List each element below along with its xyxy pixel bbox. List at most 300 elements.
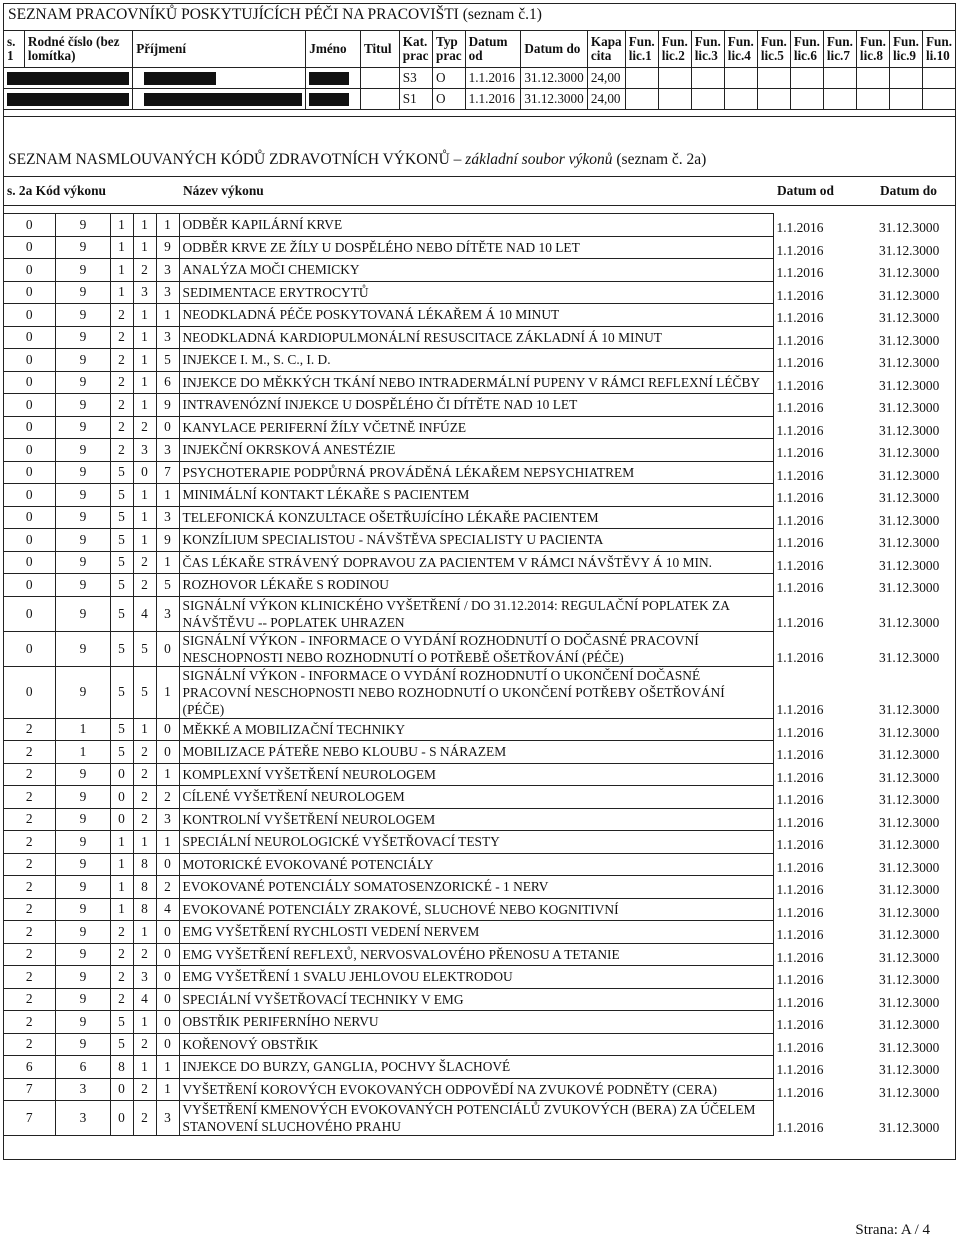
code-digit: 9: [56, 988, 110, 1011]
code-row: [3, 943, 956, 966]
code-digit: 1: [133, 214, 156, 237]
code-digit: 1: [56, 741, 110, 764]
code-digit: 9: [56, 439, 110, 462]
code-digit: 1: [133, 236, 156, 259]
code-digit: 5: [110, 461, 133, 484]
code-digit: 9: [56, 506, 110, 529]
code-digit: 2: [3, 763, 56, 786]
code-digit: 1: [110, 259, 133, 282]
code-row: [3, 596, 956, 631]
code-digit: 2: [133, 416, 156, 439]
code-row: [3, 551, 956, 574]
code-digit: 7: [156, 461, 179, 484]
code-digit: 5: [110, 1011, 133, 1034]
code-digit: 9: [56, 943, 110, 966]
header-datum-do: Datum do: [521, 31, 588, 68]
code-digit: 1: [133, 921, 156, 944]
code-name: NEODKLADNÁ KARDIOPULMONÁLNÍ RESUSCITACE ZÁKLADNÍ Á 10 MINUT: [179, 326, 773, 349]
code-digit: 9: [56, 371, 110, 394]
code-digit: 1: [156, 763, 179, 786]
code-digit: 0: [156, 631, 179, 666]
code-datum-od: 1.1.2016: [776, 265, 824, 280]
code-row: [3, 876, 956, 899]
code-row: [3, 259, 956, 282]
code-digit: 6: [3, 1056, 56, 1079]
datum-od-cell: 1.1.2016: [465, 89, 521, 110]
code-digit: 9: [56, 921, 110, 944]
code-datum-do: 31.12.3000: [879, 265, 940, 280]
code-digit: 9: [56, 281, 110, 304]
code-datum-od: 1.1.2016: [776, 837, 824, 852]
staff-table: [3, 30, 956, 110]
code-datum-do: 31.12.3000: [879, 972, 940, 987]
header-datum-do: Datum do: [876, 177, 956, 206]
code-digit: 2: [133, 551, 156, 574]
code-digit: 2: [156, 876, 179, 899]
code-digit: 1: [110, 236, 133, 259]
code-datum-do: 31.12.3000: [879, 1039, 940, 1055]
code-digit: 1: [110, 898, 133, 921]
header-fun-lic-1: Fun. lic.1: [625, 31, 658, 68]
code-datum-od: 1.1.2016: [776, 769, 824, 785]
header-fun-lic-7: Fun. lic.7: [823, 31, 856, 68]
code-digit: 2: [3, 943, 56, 966]
code-datum-od: 1.1.2016: [776, 557, 824, 573]
code-digit: 9: [56, 1011, 110, 1034]
code-row: [3, 1078, 956, 1101]
code-row: [3, 966, 956, 989]
code-row: [3, 1033, 956, 1056]
code-datum-do: 31.12.3000: [879, 220, 940, 235]
code-datum-od: 1.1.2016: [776, 422, 824, 438]
code-digit: 2: [110, 304, 133, 327]
code-datum-do: 31.12.3000: [879, 724, 940, 740]
header-datum-od: Datum od: [465, 31, 521, 68]
redacted-rodne-cislo: [4, 89, 133, 110]
code-digit: 1: [133, 718, 156, 741]
code-datum-do: 31.12.3000: [879, 355, 940, 370]
code-digit: 3: [133, 439, 156, 462]
code-datum-do: 31.12.3000: [879, 377, 940, 393]
code-digit: 4: [156, 898, 179, 921]
code-digit: 2: [3, 808, 56, 831]
code-digit: 2: [110, 349, 133, 372]
code-digit: 9: [56, 631, 110, 666]
code-digit: 0: [3, 574, 56, 597]
code-datum-do: 31.12.3000: [879, 467, 940, 483]
kapacita-cell: 24,00: [587, 68, 625, 89]
code-row: [3, 808, 956, 831]
code-digit: 3: [156, 259, 179, 282]
header-datum-od: Datum od: [773, 177, 876, 206]
code-datum-od: 1.1.2016: [776, 535, 824, 550]
code-digit: 7: [3, 1101, 56, 1136]
codes-body: [3, 214, 956, 1136]
code-digit: 4: [133, 988, 156, 1011]
code-row: [3, 371, 956, 394]
code-datum-od: 1.1.2016: [776, 310, 824, 325]
code-datum-do: 31.12.3000: [879, 994, 940, 1010]
code-digit: 1: [156, 214, 179, 237]
code-digit: 1: [133, 326, 156, 349]
code-datum-od: 1.1.2016: [776, 1039, 824, 1055]
code-digit: 1: [156, 304, 179, 327]
code-digit: 2: [133, 574, 156, 597]
code-datum-do: 31.12.3000: [879, 747, 940, 762]
header-fun-lic-9: Fun. lic.9: [889, 31, 922, 68]
code-name: SIGNÁLNÍ VÝKON KLINICKÉHO VYŠETŘENÍ / DO 31.12.2014: REGULAČNÍ POPLATEK ZA NÁVŠTĚVU -- POPLATEK UHRAZEN: [179, 596, 773, 631]
code-datum-do: 31.12.3000: [879, 1017, 940, 1032]
code-datum-od: 1.1.2016: [776, 650, 824, 665]
code-digit: 6: [156, 371, 179, 394]
code-datum-od: 1.1.2016: [776, 220, 824, 235]
header-nazev: Název výkonu: [179, 177, 773, 206]
code-digit: 1: [133, 1056, 156, 1079]
code-digit: 1: [156, 484, 179, 507]
codes-table: [3, 176, 956, 1136]
code-digit: 5: [133, 631, 156, 666]
code-digit: 2: [133, 943, 156, 966]
code-name: SPECIÁLNÍ NEUROLOGICKÉ VYŠETŘOVACÍ TESTY: [179, 831, 773, 854]
code-digit: 3: [56, 1101, 110, 1136]
code-datum-od: 1.1.2016: [776, 927, 824, 942]
codes-header-row: [3, 177, 956, 206]
code-digit: 6: [56, 1056, 110, 1079]
staff-section-title: SEZNAM PRACOVNÍKŮ POSKYTUJÍCÍCH PÉČI NA PRACOVIŠTI (seznam č.1): [8, 6, 542, 23]
header-kapacita: Kapa cita: [587, 31, 625, 68]
code-datum-od: 1.1.2016: [776, 1119, 824, 1135]
code-name: INJEKCE I. M., S. C., I. D.: [179, 349, 773, 372]
code-name: KONZÍLIUM SPECIALISTOU - NÁVŠTĚVA SPECIALISTY U PACIENTA: [179, 529, 773, 552]
code-digit: 2: [3, 853, 56, 876]
redacted-prijmeni: [133, 68, 306, 89]
code-name: PSYCHOTERAPIE PODPŮRNÁ PROVÁDĚNÁ LÉKAŘEM NEPSYCHIATREM: [179, 461, 773, 484]
code-digit: 3: [133, 281, 156, 304]
code-row: [3, 574, 956, 597]
code-digit: 8: [133, 876, 156, 899]
header-kat-prac: Kat. prac: [399, 31, 432, 68]
code-row: [3, 1011, 956, 1034]
code-digit: 0: [133, 461, 156, 484]
code-digit: 5: [110, 574, 133, 597]
code-digit: 2: [110, 416, 133, 439]
code-digit: 1: [133, 394, 156, 417]
code-digit: 2: [3, 921, 56, 944]
code-name: INJEKCE DO BURZY, GANGLIA, POCHVY ŠLACHOVÉ: [179, 1056, 773, 1079]
code-digit: 1: [110, 214, 133, 237]
code-digit: 1: [133, 304, 156, 327]
code-datum-do: 31.12.3000: [879, 287, 940, 303]
code-datum-od: 1.1.2016: [776, 747, 824, 762]
code-name: OBSTŘIK PERIFERNÍHO NERVU: [179, 1011, 773, 1034]
staff-row: [4, 89, 956, 110]
header-fun-lic-6: Fun. lic.6: [790, 31, 823, 68]
code-name: TELEFONICKÁ KONZULTACE OŠETŘUJÍCÍHO LÉKAŘE PACIENTEM: [179, 506, 773, 529]
codes-title-tail: (seznam č. 2a): [616, 151, 707, 168]
code-digit: 5: [110, 529, 133, 552]
code-digit: 1: [156, 1078, 179, 1101]
code-row: [3, 1101, 956, 1136]
datum-od-cell: 1.1.2016: [465, 68, 521, 89]
code-digit: 0: [156, 741, 179, 764]
code-digit: 9: [56, 574, 110, 597]
codes-section-title: SEZNAM NASMLOUVANÝCH KÓDŮ ZDRAVOTNÍCH VÝKONŮ – základní soubor výkonů (seznam č. 2a): [8, 151, 707, 168]
code-digit: 1: [133, 484, 156, 507]
code-digit: 9: [56, 416, 110, 439]
titul-cell: [360, 89, 399, 110]
code-row: [3, 394, 956, 417]
code-digit: 9: [56, 304, 110, 327]
code-digit: 5: [110, 506, 133, 529]
code-digit: 0: [3, 236, 56, 259]
code-digit: 5: [156, 574, 179, 597]
code-digit: 0: [3, 281, 56, 304]
code-row: [3, 304, 956, 327]
header-fun-lic-5: Fun. lic.5: [757, 31, 790, 68]
code-datum-od: 1.1.2016: [776, 615, 824, 630]
code-digit: 0: [110, 808, 133, 831]
code-digit: 2: [3, 1011, 56, 1034]
section-divider: [3, 116, 956, 117]
code-digit: 4: [133, 596, 156, 631]
code-digit: 9: [56, 259, 110, 282]
code-datum-od: 1.1.2016: [776, 355, 824, 370]
code-datum-do: 31.12.3000: [879, 580, 940, 595]
code-digit: 9: [56, 853, 110, 876]
code-digit: 3: [156, 281, 179, 304]
kat-prac-cell: S1: [399, 89, 432, 110]
code-digit: 2: [133, 1101, 156, 1136]
code-row: [3, 666, 956, 718]
code-row: [3, 898, 956, 921]
code-digit: 9: [56, 484, 110, 507]
code-datum-do: 31.12.3000: [879, 859, 940, 875]
code-digit: 2: [133, 1033, 156, 1056]
code-digit: 9: [56, 898, 110, 921]
code-digit: 0: [3, 506, 56, 529]
code-datum-od: 1.1.2016: [776, 859, 824, 875]
code-row: [3, 461, 956, 484]
code-digit: 2: [133, 741, 156, 764]
code-digit: 0: [110, 1078, 133, 1101]
code-digit: 5: [133, 666, 156, 718]
code-digit: 9: [56, 666, 110, 718]
code-digit: 8: [110, 1056, 133, 1079]
code-row: [3, 831, 956, 854]
code-digit: 3: [156, 439, 179, 462]
code-name: EVOKOVANÉ POTENCIÁLY SOMATOSENZORICKÉ - 1 NERV: [179, 876, 773, 899]
header-titul: Titul: [360, 31, 399, 68]
code-name: ODBĚR KAPILÁRNÍ KRVE: [179, 214, 773, 237]
code-digit: 5: [110, 551, 133, 574]
code-digit: 1: [56, 718, 110, 741]
code-row: [3, 281, 956, 304]
code-digit: 2: [133, 786, 156, 809]
code-digit: 3: [156, 596, 179, 631]
code-digit: 2: [110, 394, 133, 417]
code-name: KANYLACE PERIFERNÍ ŽÍLY VČETNĚ INFÚZE: [179, 416, 773, 439]
code-digit: 0: [3, 551, 56, 574]
code-name: KOMPLEXNÍ VYŠETŘENÍ NEUROLOGEM: [179, 763, 773, 786]
code-name: VYŠETŘENÍ KOROVÝCH EVOKOVANÝCH ODPOVĚDÍ NA ZVUKOVÉ PODNĚTY (CERA): [179, 1078, 773, 1101]
code-digit: 2: [133, 763, 156, 786]
code-name: SIGNÁLNÍ VÝKON - INFORMACE O VYDÁNÍ ROZHODNUTÍ O UKONČENÍ DOČASNÉ PRACOVNÍ NESCHOPNOSTI NEBO ROZHODNUTÍ O UKONČENÍ POTŘEBY OŠETŘOVÁNÍ (PÉČE): [179, 666, 773, 718]
code-digit: 0: [3, 631, 56, 666]
code-datum-od: 1.1.2016: [776, 814, 824, 830]
code-digit: 8: [133, 898, 156, 921]
code-digit: 0: [156, 988, 179, 1011]
code-digit: 2: [110, 988, 133, 1011]
code-digit: 2: [3, 718, 56, 741]
code-row: [3, 439, 956, 462]
code-digit: 5: [156, 349, 179, 372]
typ-prac-cell: O: [433, 89, 466, 110]
code-datum-do: 31.12.3000: [879, 949, 940, 965]
code-datum-od: 1.1.2016: [776, 1084, 824, 1100]
code-digit: 0: [156, 943, 179, 966]
code-digit: 2: [3, 741, 56, 764]
code-digit: 0: [3, 461, 56, 484]
code-digit: 1: [110, 281, 133, 304]
code-datum-od: 1.1.2016: [776, 490, 824, 505]
code-datum-od: 1.1.2016: [776, 792, 824, 807]
code-name: SPECIÁLNÍ VYŠETŘOVACÍ TECHNIKY V EMG: [179, 988, 773, 1011]
code-digit: 9: [56, 349, 110, 372]
code-name: NEODKLADNÁ PÉČE POSKYTOVANÁ LÉKAŘEM Á 10 MINUT: [179, 304, 773, 327]
code-datum-od: 1.1.2016: [776, 994, 824, 1010]
code-digit: 0: [156, 1033, 179, 1056]
code-digit: 1: [133, 349, 156, 372]
code-digit: 0: [3, 484, 56, 507]
code-digit: 9: [56, 214, 110, 237]
code-row: [3, 506, 956, 529]
code-name: INTRAVENÓZNÍ INJEKCE U DOSPĚLÉHO ČI DÍTĚTE NAD 10 LET: [179, 394, 773, 417]
code-row: [3, 416, 956, 439]
code-digit: 1: [133, 506, 156, 529]
code-datum-od: 1.1.2016: [776, 400, 824, 415]
code-digit: 2: [110, 921, 133, 944]
code-datum-do: 31.12.3000: [879, 650, 940, 665]
code-digit: 2: [133, 259, 156, 282]
redacted-jmeno: [306, 89, 361, 110]
code-row: [3, 718, 956, 741]
code-datum-od: 1.1.2016: [776, 445, 824, 460]
code-digit: 0: [3, 596, 56, 631]
code-digit: 0: [3, 259, 56, 282]
code-digit: 2: [110, 966, 133, 989]
code-digit: 2: [3, 988, 56, 1011]
code-digit: 1: [156, 831, 179, 854]
code-digit: 1: [110, 876, 133, 899]
code-digit: 5: [110, 631, 133, 666]
code-digit: 0: [110, 786, 133, 809]
code-name: ČAS LÉKAŘE STRÁVENÝ DOPRAVOU ZA PACIENTEM V RÁMCI NÁVŠTĚVY Á 10 MIN.: [179, 551, 773, 574]
code-digit: 0: [3, 416, 56, 439]
code-digit: 5: [110, 718, 133, 741]
header-fun-lic-2: Fun. lic.2: [658, 31, 691, 68]
code-digit: 2: [110, 371, 133, 394]
code-digit: 9: [56, 876, 110, 899]
code-datum-od: 1.1.2016: [776, 242, 824, 258]
header-fun-lic-3: Fun. lic.3: [691, 31, 724, 68]
datum-do-cell: 31.12.3000: [521, 68, 588, 89]
code-datum-do: 31.12.3000: [879, 927, 940, 942]
code-name: EVOKOVANÉ POTENCIÁLY ZRAKOVÉ, SLUCHOVÉ NEBO KOGNITIVNÍ: [179, 898, 773, 921]
code-datum-do: 31.12.3000: [879, 1084, 940, 1100]
code-digit: 9: [56, 394, 110, 417]
code-digit: 2: [3, 898, 56, 921]
code-digit: 5: [110, 666, 133, 718]
code-digit: 0: [3, 529, 56, 552]
code-digit: 0: [156, 853, 179, 876]
code-digit: 0: [156, 718, 179, 741]
code-digit: 2: [133, 808, 156, 831]
code-digit: 9: [56, 966, 110, 989]
code-digit: 2: [110, 943, 133, 966]
code-digit: 3: [156, 326, 179, 349]
code-name: EMG VYŠETŘENÍ RYCHLOSTI VEDENÍ NERVEM: [179, 921, 773, 944]
code-name: EMG VYŠETŘENÍ REFLEXŮ, NERVOSVALOVÉHO PŘENOSU A TETANIE: [179, 943, 773, 966]
code-digit: 2: [156, 786, 179, 809]
code-digit: 0: [110, 763, 133, 786]
header-fun-lic-10: Fun. li.10: [922, 31, 955, 68]
code-datum-do: 31.12.3000: [879, 512, 940, 528]
code-datum-do: 31.12.3000: [879, 332, 940, 348]
code-datum-do: 31.12.3000: [879, 702, 940, 717]
code-datum-do: 31.12.3000: [879, 1119, 940, 1135]
code-name: CÍLENÉ VYŠETŘENÍ NEUROLOGEM: [179, 786, 773, 809]
code-digit: 9: [56, 596, 110, 631]
codes-title-main: SEZNAM NASMLOUVANÝCH KÓDŮ ZDRAVOTNÍCH VÝKONŮ: [8, 151, 450, 168]
code-datum-od: 1.1.2016: [776, 882, 824, 897]
code-datum-do: 31.12.3000: [879, 422, 940, 438]
code-digit: 9: [156, 394, 179, 417]
header-s2a-kod: s. 2a Kód výkonu: [3, 177, 110, 206]
code-digit: 3: [156, 1101, 179, 1136]
code-datum-od: 1.1.2016: [776, 724, 824, 740]
code-row: [3, 763, 956, 786]
code-datum-od: 1.1.2016: [776, 904, 824, 920]
code-datum-od: 1.1.2016: [776, 580, 824, 595]
code-datum-do: 31.12.3000: [879, 310, 940, 325]
code-datum-do: 31.12.3000: [879, 242, 940, 258]
staff-header-row: [4, 31, 956, 68]
code-digit: 0: [3, 666, 56, 718]
code-digit: 0: [156, 416, 179, 439]
code-digit: 0: [3, 349, 56, 372]
code-row: [3, 786, 956, 809]
code-digit: 9: [56, 808, 110, 831]
code-digit: 9: [56, 236, 110, 259]
staff-row: [4, 68, 956, 89]
code-name: INJEKČNÍ OKRSKOVÁ ANESTÉZIE: [179, 439, 773, 462]
code-row: [3, 349, 956, 372]
code-datum-do: 31.12.3000: [879, 1062, 940, 1077]
code-name: KOŘENOVÝ OBSTŘIK: [179, 1033, 773, 1056]
code-row: [3, 236, 956, 259]
code-digit: 5: [110, 596, 133, 631]
code-datum-od: 1.1.2016: [776, 512, 824, 528]
code-row: [3, 853, 956, 876]
code-digit: 9: [56, 831, 110, 854]
code-digit: 0: [3, 394, 56, 417]
code-digit: 2: [3, 831, 56, 854]
code-digit: 9: [56, 461, 110, 484]
typ-prac-cell: O: [433, 68, 466, 89]
codes-title-italic: základní soubor výkonů: [465, 151, 613, 168]
code-digit: 1: [133, 831, 156, 854]
code-digit: 1: [110, 831, 133, 854]
